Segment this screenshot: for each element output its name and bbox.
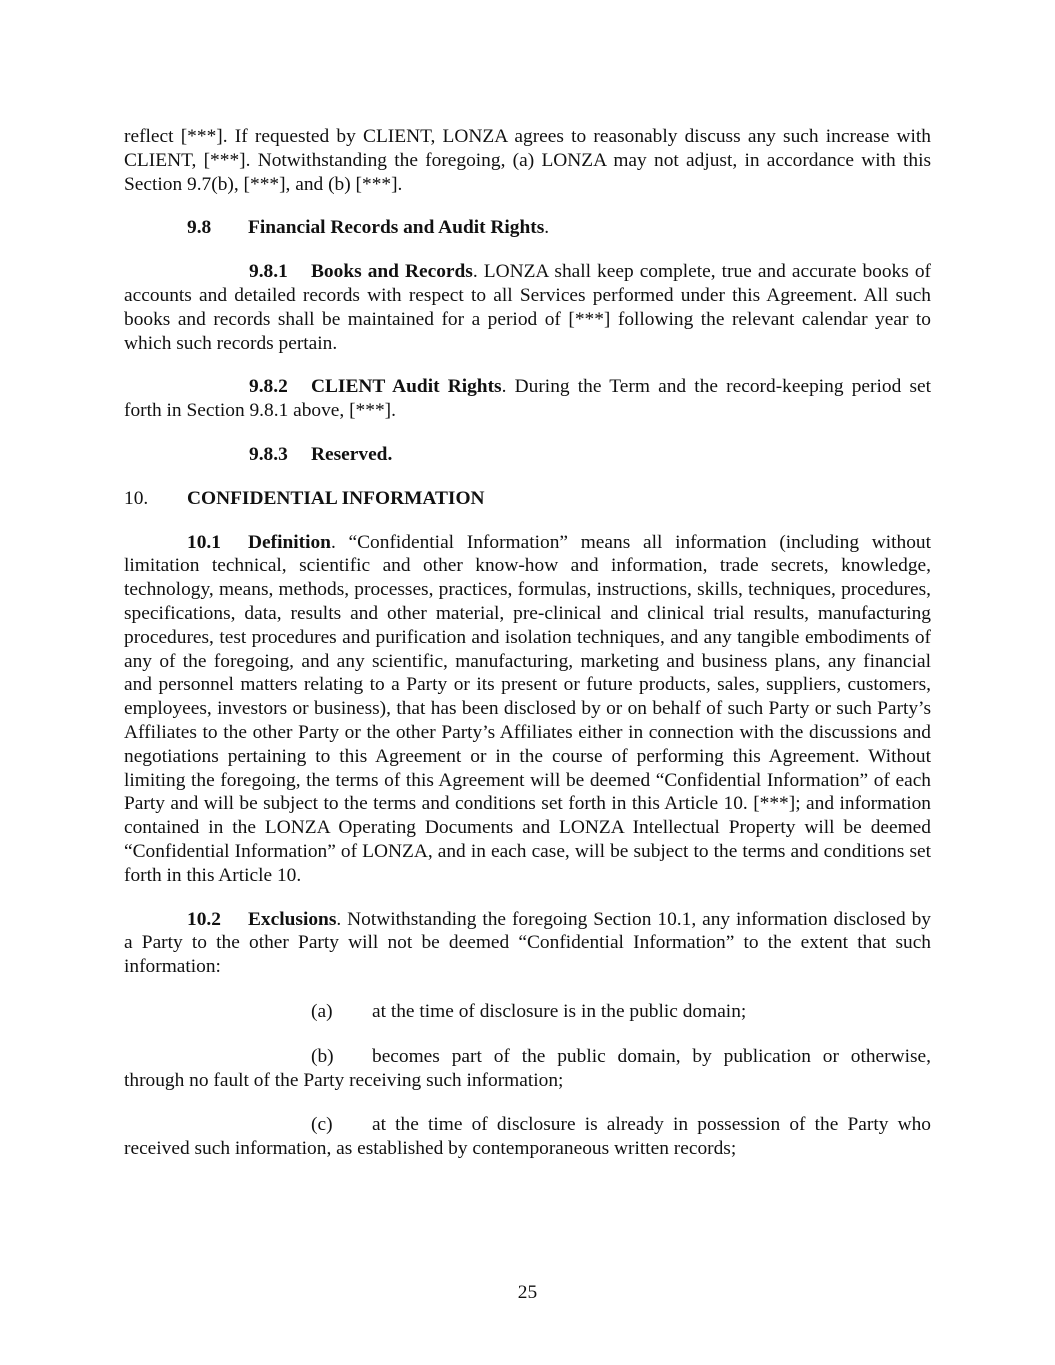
section-9-8-1 bbox=[124, 260, 931, 355]
section-title: CLIENT Audit Rights bbox=[311, 376, 502, 398]
document-page bbox=[124, 125, 931, 1161]
item-text: becomes part of the public domain, by publication or otherwise, through no fault of the Party receiving such information; bbox=[124, 1045, 931, 1091]
section-number: 9.8.3 bbox=[249, 443, 288, 465]
section-number: 9.8.1 bbox=[249, 261, 288, 283]
exclusion-item-c bbox=[124, 1113, 931, 1161]
item-label: (a) bbox=[311, 1000, 333, 1022]
section-9-8-heading bbox=[124, 216, 931, 240]
section-title: Reserved. bbox=[311, 443, 393, 465]
item-text: at the time of disclosure is already in possession of the Party who received such information, as established by contemporaneous written records; bbox=[124, 1114, 931, 1160]
item-text: at the time of disclosure is in the public domain; bbox=[372, 1000, 747, 1022]
page-number: 25 bbox=[517, 1282, 538, 1303]
article-title: CONFIDENTIAL INFORMATION bbox=[187, 487, 485, 509]
section-number: 10.1 bbox=[187, 531, 221, 553]
item-label: (c) bbox=[311, 1114, 333, 1136]
section-9-8-3 bbox=[124, 443, 931, 467]
section-10-1 bbox=[124, 531, 931, 888]
article-number: 10. bbox=[124, 487, 149, 509]
section-title-period: . bbox=[544, 217, 550, 239]
section-title: Definition bbox=[248, 531, 331, 553]
section-number: 9.8 bbox=[187, 217, 212, 239]
section-title: Books and Records bbox=[311, 261, 473, 283]
section-title: Financial Records and Audit Rights bbox=[248, 217, 545, 239]
section-9-8-2 bbox=[124, 375, 931, 423]
paragraph-intro: reflect [***]. If requested by CLIENT, LONZA agrees to reasonably discuss any such increase with CLIENT, [***]. Notwithstanding the foregoing, (a) LONZA may not adjust, in accordance with this Section 9.7(b), [***], and (b) [***]. bbox=[124, 126, 931, 195]
exclusion-item-b bbox=[124, 1045, 931, 1093]
section-10-2 bbox=[124, 908, 931, 979]
section-text: . Notwithstanding the foregoing Section 10.1, any information disclosed by a Party to the other Party will not be deemed “Confidential Information” to the extent that such information: bbox=[124, 908, 931, 978]
section-number: 10.2 bbox=[187, 908, 221, 930]
section-title: Exclusions bbox=[248, 908, 337, 930]
section-number: 9.8.2 bbox=[249, 376, 288, 398]
section-text: . LONZA shall keep complete, true and accurate books of accounts and detailed records with respect to all Services performed under this Agreement. All such books and records shall be maintained for a period of [***] following the relevant calendar year to which such records pertain. bbox=[124, 261, 931, 354]
article-10-heading bbox=[124, 487, 931, 511]
item-label: (b) bbox=[311, 1045, 334, 1067]
section-text: . “Confidential Information” means all information (including without limitation technical, scientific and other know-how and information, trade secrets, knowledge, technology, means, methods, processes, practices, formulas, instructions, skills, techniques, procedures, specifications, data, results and other material, pre-clinical and clinical trial results, manufacturing procedures, test procedures and purification and isolation techniques, and any tangible embodiments of any of the foregoing, and any scientific, manufacturing, marketing and business plans, any financial and personnel matters relating to a Party or its present or future products, sales, suppliers, customers, employees, investors or business), that has been disclosed by or on behalf of such Party or such Party’s Affiliates to the other Party or the other Party’s Affiliates either in connection with the discussions and negotiations pertaining to this Agreement or in the course of performing this Agreement. Without limiting the foregoing, the terms of this Agreement will be deemed “Confidential Information” of each Party and will be subject to the terms and conditions set forth in this Article 10. [***]; and information contained in the LONZA Operating Documents and LONZA Intellectual Property will be deemed “Confidential Information” of LONZA, and in each case, will be subject to the terms and conditions set forth in this Article 10. bbox=[124, 531, 931, 886]
exclusion-item-a bbox=[124, 1000, 931, 1024]
section-text: . During the Term and the record-keeping period set forth in Section 9.8.1 above, [***]. bbox=[124, 376, 931, 422]
